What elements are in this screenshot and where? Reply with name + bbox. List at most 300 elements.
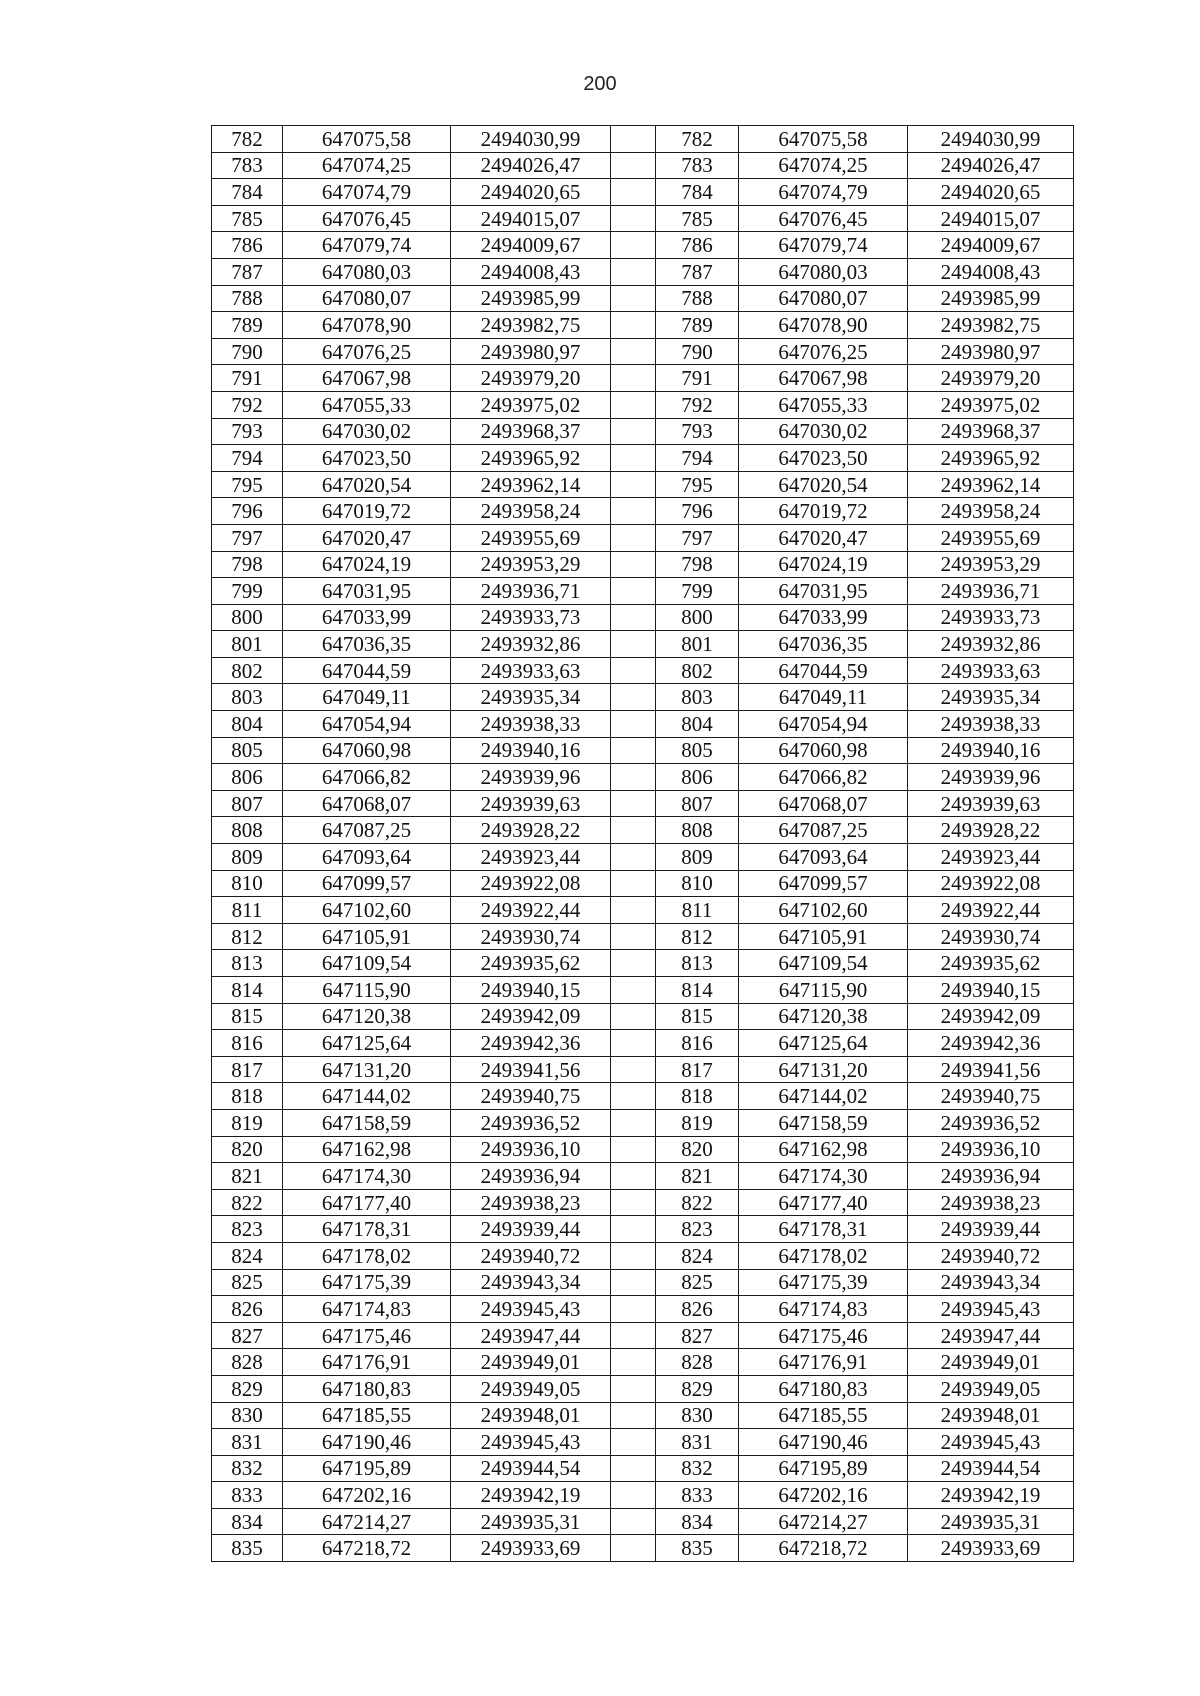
right-y-coordinate-cell: 2493935,34	[908, 684, 1074, 711]
table-row	[212, 418, 1074, 445]
left-x-coordinate-cell: 647115,90	[283, 977, 451, 1004]
left-point-number-cell: 820	[212, 1136, 283, 1163]
table-row	[212, 179, 1074, 206]
right-point-number-cell: 800	[656, 604, 739, 631]
table-row	[212, 1322, 1074, 1349]
left-point-number-cell: 797	[212, 524, 283, 551]
right-point-number-cell: 809	[656, 844, 739, 871]
right-point-number-cell: 821	[656, 1163, 739, 1190]
right-point-number-cell: 799	[656, 578, 739, 605]
table-row	[212, 1109, 1074, 1136]
left-point-number-cell: 798	[212, 551, 283, 578]
right-point-number-cell: 786	[656, 232, 739, 259]
coordinates-table-body	[212, 126, 1074, 1562]
left-x-coordinate-cell: 647033,99	[283, 604, 451, 631]
right-y-coordinate-cell: 2493933,73	[908, 604, 1074, 631]
right-y-coordinate-cell: 2493939,63	[908, 790, 1074, 817]
left-x-coordinate-cell: 647079,74	[283, 232, 451, 259]
right-point-number-cell: 788	[656, 285, 739, 312]
left-x-coordinate-cell: 647044,59	[283, 657, 451, 684]
right-x-coordinate-cell: 647033,99	[739, 604, 908, 631]
right-point-number-cell: 794	[656, 445, 739, 472]
right-point-number-cell: 812	[656, 923, 739, 950]
right-point-number-cell: 787	[656, 258, 739, 285]
left-point-number-cell: 822	[212, 1189, 283, 1216]
right-y-coordinate-cell: 2493940,16	[908, 737, 1074, 764]
left-x-coordinate-cell: 647080,03	[283, 258, 451, 285]
right-x-coordinate-cell: 647075,58	[739, 126, 908, 153]
right-point-number-cell: 808	[656, 817, 739, 844]
left-y-coordinate-cell: 2493953,29	[451, 551, 611, 578]
left-x-coordinate-cell: 647109,54	[283, 950, 451, 977]
right-x-coordinate-cell: 647195,89	[739, 1455, 908, 1482]
left-x-coordinate-cell: 647023,50	[283, 445, 451, 472]
left-y-coordinate-cell: 2493985,99	[451, 285, 611, 312]
table-row	[212, 844, 1074, 871]
table-row	[212, 1535, 1074, 1562]
table-row	[212, 604, 1074, 631]
left-point-number-cell: 804	[212, 711, 283, 738]
right-x-coordinate-cell: 647087,25	[739, 817, 908, 844]
table-row	[212, 1402, 1074, 1429]
right-point-number-cell: 783	[656, 152, 739, 179]
column-gap-cell	[611, 338, 656, 365]
left-x-coordinate-cell: 647067,98	[283, 365, 451, 392]
left-y-coordinate-cell: 2494009,67	[451, 232, 611, 259]
right-x-coordinate-cell: 647080,07	[739, 285, 908, 312]
right-y-coordinate-cell: 2493939,44	[908, 1216, 1074, 1243]
left-x-coordinate-cell: 647076,25	[283, 338, 451, 365]
left-point-number-cell: 819	[212, 1109, 283, 1136]
left-point-number-cell: 808	[212, 817, 283, 844]
right-point-number-cell: 793	[656, 418, 739, 445]
left-x-coordinate-cell: 647195,89	[283, 1455, 451, 1482]
table-row	[212, 684, 1074, 711]
right-x-coordinate-cell: 647178,02	[739, 1242, 908, 1269]
column-gap-cell	[611, 1109, 656, 1136]
right-y-coordinate-cell: 2493940,15	[908, 977, 1074, 1004]
right-y-coordinate-cell: 2493982,75	[908, 312, 1074, 339]
left-point-number-cell: 831	[212, 1429, 283, 1456]
column-gap-cell	[611, 657, 656, 684]
left-y-coordinate-cell: 2493940,72	[451, 1242, 611, 1269]
column-gap-cell	[611, 1296, 656, 1323]
right-x-coordinate-cell: 647177,40	[739, 1189, 908, 1216]
column-gap-cell	[611, 126, 656, 153]
right-x-coordinate-cell: 647131,20	[739, 1056, 908, 1083]
right-x-coordinate-cell: 647099,57	[739, 870, 908, 897]
left-x-coordinate-cell: 647036,35	[283, 631, 451, 658]
right-y-coordinate-cell: 2493933,63	[908, 657, 1074, 684]
right-y-coordinate-cell: 2494020,65	[908, 179, 1074, 206]
right-y-coordinate-cell: 2493949,05	[908, 1375, 1074, 1402]
right-x-coordinate-cell: 647185,55	[739, 1402, 908, 1429]
left-y-coordinate-cell: 2493958,24	[451, 498, 611, 525]
left-y-coordinate-cell: 2493939,63	[451, 790, 611, 817]
right-y-coordinate-cell: 2493944,54	[908, 1455, 1074, 1482]
right-point-number-cell: 834	[656, 1508, 739, 1535]
right-point-number-cell: 831	[656, 1429, 739, 1456]
column-gap-cell	[611, 524, 656, 551]
left-x-coordinate-cell: 647020,47	[283, 524, 451, 551]
left-y-coordinate-cell: 2493949,01	[451, 1349, 611, 1376]
right-x-coordinate-cell: 647076,25	[739, 338, 908, 365]
left-y-coordinate-cell: 2493928,22	[451, 817, 611, 844]
table-row	[212, 1455, 1074, 1482]
right-point-number-cell: 795	[656, 471, 739, 498]
right-point-number-cell: 804	[656, 711, 739, 738]
left-point-number-cell: 817	[212, 1056, 283, 1083]
right-x-coordinate-cell: 647202,16	[739, 1482, 908, 1509]
right-y-coordinate-cell: 2494030,99	[908, 126, 1074, 153]
column-gap-cell	[611, 418, 656, 445]
column-gap-cell	[611, 232, 656, 259]
table-row	[212, 1003, 1074, 1030]
right-x-coordinate-cell: 647093,64	[739, 844, 908, 871]
right-x-coordinate-cell: 647054,94	[739, 711, 908, 738]
table-row	[212, 205, 1074, 232]
right-y-coordinate-cell: 2493979,20	[908, 365, 1074, 392]
column-gap-cell	[611, 1482, 656, 1509]
right-x-coordinate-cell: 647115,90	[739, 977, 908, 1004]
table-row	[212, 1163, 1074, 1190]
column-gap-cell	[611, 790, 656, 817]
right-y-coordinate-cell: 2493940,75	[908, 1083, 1074, 1110]
table-row	[212, 524, 1074, 551]
right-x-coordinate-cell: 647019,72	[739, 498, 908, 525]
left-point-number-cell: 794	[212, 445, 283, 472]
column-gap-cell	[611, 631, 656, 658]
left-y-coordinate-cell: 2493936,10	[451, 1136, 611, 1163]
right-x-coordinate-cell: 647030,02	[739, 418, 908, 445]
left-point-number-cell: 818	[212, 1083, 283, 1110]
table-row	[212, 232, 1074, 259]
left-y-coordinate-cell: 2493941,56	[451, 1056, 611, 1083]
table-row	[212, 737, 1074, 764]
left-point-number-cell: 807	[212, 790, 283, 817]
left-point-number-cell: 788	[212, 285, 283, 312]
left-point-number-cell: 801	[212, 631, 283, 658]
left-point-number-cell: 811	[212, 897, 283, 924]
right-x-coordinate-cell: 647080,03	[739, 258, 908, 285]
right-y-coordinate-cell: 2493941,56	[908, 1056, 1074, 1083]
right-y-coordinate-cell: 2493930,74	[908, 923, 1074, 950]
left-y-coordinate-cell: 2494008,43	[451, 258, 611, 285]
left-x-coordinate-cell: 647024,19	[283, 551, 451, 578]
table-row	[212, 1375, 1074, 1402]
table-row	[212, 551, 1074, 578]
right-x-coordinate-cell: 647020,47	[739, 524, 908, 551]
left-point-number-cell: 803	[212, 684, 283, 711]
left-x-coordinate-cell: 647174,30	[283, 1163, 451, 1190]
right-x-coordinate-cell: 647036,35	[739, 631, 908, 658]
left-point-number-cell: 799	[212, 578, 283, 605]
right-point-number-cell: 830	[656, 1402, 739, 1429]
table-row	[212, 1083, 1074, 1110]
right-point-number-cell: 784	[656, 179, 739, 206]
right-x-coordinate-cell: 647024,19	[739, 551, 908, 578]
left-x-coordinate-cell: 647054,94	[283, 711, 451, 738]
right-y-coordinate-cell: 2493932,86	[908, 631, 1074, 658]
table-row	[212, 657, 1074, 684]
right-y-coordinate-cell: 2493936,10	[908, 1136, 1074, 1163]
column-gap-cell	[611, 844, 656, 871]
table-row	[212, 258, 1074, 285]
left-x-coordinate-cell: 647078,90	[283, 312, 451, 339]
right-y-coordinate-cell: 2493936,94	[908, 1163, 1074, 1190]
left-y-coordinate-cell: 2493939,44	[451, 1216, 611, 1243]
table-row	[212, 1508, 1074, 1535]
right-point-number-cell: 814	[656, 977, 739, 1004]
left-y-coordinate-cell: 2493940,75	[451, 1083, 611, 1110]
right-y-coordinate-cell: 2493935,62	[908, 950, 1074, 977]
right-x-coordinate-cell: 647074,25	[739, 152, 908, 179]
left-point-number-cell: 806	[212, 764, 283, 791]
column-gap-cell	[611, 684, 656, 711]
right-y-coordinate-cell: 2493953,29	[908, 551, 1074, 578]
table-row	[212, 790, 1074, 817]
right-x-coordinate-cell: 647074,79	[739, 179, 908, 206]
table-row	[212, 578, 1074, 605]
right-y-coordinate-cell: 2494008,43	[908, 258, 1074, 285]
table-row	[212, 950, 1074, 977]
table-row	[212, 445, 1074, 472]
column-gap-cell	[611, 1322, 656, 1349]
left-y-coordinate-cell: 2493935,31	[451, 1508, 611, 1535]
left-y-coordinate-cell: 2494026,47	[451, 152, 611, 179]
left-y-coordinate-cell: 2494020,65	[451, 179, 611, 206]
column-gap-cell	[611, 179, 656, 206]
left-point-number-cell: 814	[212, 977, 283, 1004]
right-x-coordinate-cell: 647066,82	[739, 764, 908, 791]
page-number: 200	[583, 73, 617, 95]
right-y-coordinate-cell: 2493923,44	[908, 844, 1074, 871]
right-point-number-cell: 828	[656, 1349, 739, 1376]
left-x-coordinate-cell: 647031,95	[283, 578, 451, 605]
right-y-coordinate-cell: 2493942,36	[908, 1030, 1074, 1057]
left-point-number-cell: 827	[212, 1322, 283, 1349]
table-row	[212, 498, 1074, 525]
right-x-coordinate-cell: 647055,33	[739, 391, 908, 418]
left-y-coordinate-cell: 2493980,97	[451, 338, 611, 365]
left-x-coordinate-cell: 647074,25	[283, 152, 451, 179]
column-gap-cell	[611, 764, 656, 791]
right-y-coordinate-cell: 2493939,96	[908, 764, 1074, 791]
column-gap-cell	[611, 1216, 656, 1243]
left-y-coordinate-cell: 2494030,99	[451, 126, 611, 153]
left-point-number-cell: 823	[212, 1216, 283, 1243]
left-point-number-cell: 813	[212, 950, 283, 977]
left-y-coordinate-cell: 2493962,14	[451, 471, 611, 498]
column-gap-cell	[611, 1003, 656, 1030]
left-point-number-cell: 783	[212, 152, 283, 179]
left-point-number-cell: 789	[212, 312, 283, 339]
left-x-coordinate-cell: 647068,07	[283, 790, 451, 817]
column-gap-cell	[611, 471, 656, 498]
right-y-coordinate-cell: 2493943,34	[908, 1269, 1074, 1296]
right-point-number-cell: 805	[656, 737, 739, 764]
left-y-coordinate-cell: 2493968,37	[451, 418, 611, 445]
left-x-coordinate-cell: 647030,02	[283, 418, 451, 445]
left-x-coordinate-cell: 647055,33	[283, 391, 451, 418]
right-point-number-cell: 790	[656, 338, 739, 365]
left-y-coordinate-cell: 2493948,01	[451, 1402, 611, 1429]
right-point-number-cell: 810	[656, 870, 739, 897]
left-x-coordinate-cell: 647176,91	[283, 1349, 451, 1376]
right-y-coordinate-cell: 2493945,43	[908, 1296, 1074, 1323]
left-x-coordinate-cell: 647120,38	[283, 1003, 451, 1030]
right-x-coordinate-cell: 647120,38	[739, 1003, 908, 1030]
right-y-coordinate-cell: 2493980,97	[908, 338, 1074, 365]
left-y-coordinate-cell: 2493943,34	[451, 1269, 611, 1296]
left-y-coordinate-cell: 2493942,19	[451, 1482, 611, 1509]
table-row	[212, 152, 1074, 179]
left-point-number-cell: 795	[212, 471, 283, 498]
column-gap-cell	[611, 1163, 656, 1190]
left-point-number-cell: 787	[212, 258, 283, 285]
left-x-coordinate-cell: 647175,39	[283, 1269, 451, 1296]
left-point-number-cell: 793	[212, 418, 283, 445]
left-point-number-cell: 782	[212, 126, 283, 153]
left-y-coordinate-cell: 2493945,43	[451, 1296, 611, 1323]
column-gap-cell	[611, 897, 656, 924]
column-gap-cell	[611, 578, 656, 605]
left-point-number-cell: 815	[212, 1003, 283, 1030]
table-row	[212, 1429, 1074, 1456]
left-point-number-cell: 786	[212, 232, 283, 259]
left-x-coordinate-cell: 647093,64	[283, 844, 451, 871]
right-x-coordinate-cell: 647174,30	[739, 1163, 908, 1190]
left-y-coordinate-cell: 2493933,73	[451, 604, 611, 631]
left-x-coordinate-cell: 647175,46	[283, 1322, 451, 1349]
left-y-coordinate-cell: 2493923,44	[451, 844, 611, 871]
right-x-coordinate-cell: 647178,31	[739, 1216, 908, 1243]
right-point-number-cell: 806	[656, 764, 739, 791]
left-point-number-cell: 825	[212, 1269, 283, 1296]
table-row	[212, 1269, 1074, 1296]
column-gap-cell	[611, 551, 656, 578]
left-x-coordinate-cell: 647099,57	[283, 870, 451, 897]
column-gap-cell	[611, 950, 656, 977]
left-y-coordinate-cell: 2493947,44	[451, 1322, 611, 1349]
left-y-coordinate-cell: 2493935,62	[451, 950, 611, 977]
right-y-coordinate-cell: 2493922,08	[908, 870, 1074, 897]
right-y-coordinate-cell: 2493945,43	[908, 1429, 1074, 1456]
left-y-coordinate-cell: 2493945,43	[451, 1429, 611, 1456]
column-gap-cell	[611, 977, 656, 1004]
left-point-number-cell: 833	[212, 1482, 283, 1509]
left-y-coordinate-cell: 2493944,54	[451, 1455, 611, 1482]
table-row	[212, 711, 1074, 738]
left-x-coordinate-cell: 647131,20	[283, 1056, 451, 1083]
right-y-coordinate-cell: 2493962,14	[908, 471, 1074, 498]
table-row	[212, 1056, 1074, 1083]
table-row	[212, 1216, 1074, 1243]
right-x-coordinate-cell: 647175,46	[739, 1322, 908, 1349]
right-x-coordinate-cell: 647109,54	[739, 950, 908, 977]
left-x-coordinate-cell: 647049,11	[283, 684, 451, 711]
left-point-number-cell: 832	[212, 1455, 283, 1482]
right-y-coordinate-cell: 2493948,01	[908, 1402, 1074, 1429]
right-point-number-cell: 802	[656, 657, 739, 684]
right-point-number-cell: 815	[656, 1003, 739, 1030]
left-x-coordinate-cell: 647190,46	[283, 1429, 451, 1456]
column-gap-cell	[611, 737, 656, 764]
right-x-coordinate-cell: 647218,72	[739, 1535, 908, 1562]
left-y-coordinate-cell: 2493938,23	[451, 1189, 611, 1216]
table-row	[212, 764, 1074, 791]
right-x-coordinate-cell: 647079,74	[739, 232, 908, 259]
left-point-number-cell: 826	[212, 1296, 283, 1323]
right-y-coordinate-cell: 2493955,69	[908, 524, 1074, 551]
column-gap-cell	[611, 1508, 656, 1535]
right-point-number-cell: 803	[656, 684, 739, 711]
right-point-number-cell: 816	[656, 1030, 739, 1057]
table-row	[212, 1242, 1074, 1269]
left-y-coordinate-cell: 2493938,33	[451, 711, 611, 738]
right-x-coordinate-cell: 647068,07	[739, 790, 908, 817]
column-gap-cell	[611, 1455, 656, 1482]
left-point-number-cell: 805	[212, 737, 283, 764]
column-gap-cell	[611, 391, 656, 418]
left-point-number-cell: 796	[212, 498, 283, 525]
left-x-coordinate-cell: 647087,25	[283, 817, 451, 844]
left-y-coordinate-cell: 2493936,52	[451, 1109, 611, 1136]
left-x-coordinate-cell: 647066,82	[283, 764, 451, 791]
right-y-coordinate-cell: 2493933,69	[908, 1535, 1074, 1562]
column-gap-cell	[611, 258, 656, 285]
table-row	[212, 312, 1074, 339]
right-y-coordinate-cell: 2493947,44	[908, 1322, 1074, 1349]
left-y-coordinate-cell: 2493935,34	[451, 684, 611, 711]
right-point-number-cell: 822	[656, 1189, 739, 1216]
left-y-coordinate-cell: 2494015,07	[451, 205, 611, 232]
left-x-coordinate-cell: 647144,02	[283, 1083, 451, 1110]
left-x-coordinate-cell: 647020,54	[283, 471, 451, 498]
table-row	[212, 126, 1074, 153]
left-y-coordinate-cell: 2493942,36	[451, 1030, 611, 1057]
left-point-number-cell: 824	[212, 1242, 283, 1269]
right-point-number-cell: 796	[656, 498, 739, 525]
right-point-number-cell: 823	[656, 1216, 739, 1243]
left-x-coordinate-cell: 647075,58	[283, 126, 451, 153]
left-y-coordinate-cell: 2493975,02	[451, 391, 611, 418]
right-y-coordinate-cell: 2493938,33	[908, 711, 1074, 738]
right-point-number-cell: 798	[656, 551, 739, 578]
left-x-coordinate-cell: 647060,98	[283, 737, 451, 764]
left-x-coordinate-cell: 647180,83	[283, 1375, 451, 1402]
right-y-coordinate-cell: 2494015,07	[908, 205, 1074, 232]
right-x-coordinate-cell: 647031,95	[739, 578, 908, 605]
table-row	[212, 817, 1074, 844]
right-y-coordinate-cell: 2493936,52	[908, 1109, 1074, 1136]
column-gap-cell	[611, 817, 656, 844]
right-point-number-cell: 785	[656, 205, 739, 232]
column-gap-cell	[611, 152, 656, 179]
left-x-coordinate-cell: 647105,91	[283, 923, 451, 950]
right-point-number-cell: 818	[656, 1083, 739, 1110]
left-x-coordinate-cell: 647162,98	[283, 1136, 451, 1163]
left-y-coordinate-cell: 2493965,92	[451, 445, 611, 472]
left-point-number-cell: 791	[212, 365, 283, 392]
table-row	[212, 977, 1074, 1004]
column-gap-cell	[611, 1402, 656, 1429]
right-x-coordinate-cell: 647174,83	[739, 1296, 908, 1323]
left-point-number-cell: 830	[212, 1402, 283, 1429]
left-x-coordinate-cell: 647178,02	[283, 1242, 451, 1269]
right-point-number-cell: 819	[656, 1109, 739, 1136]
right-y-coordinate-cell: 2493968,37	[908, 418, 1074, 445]
